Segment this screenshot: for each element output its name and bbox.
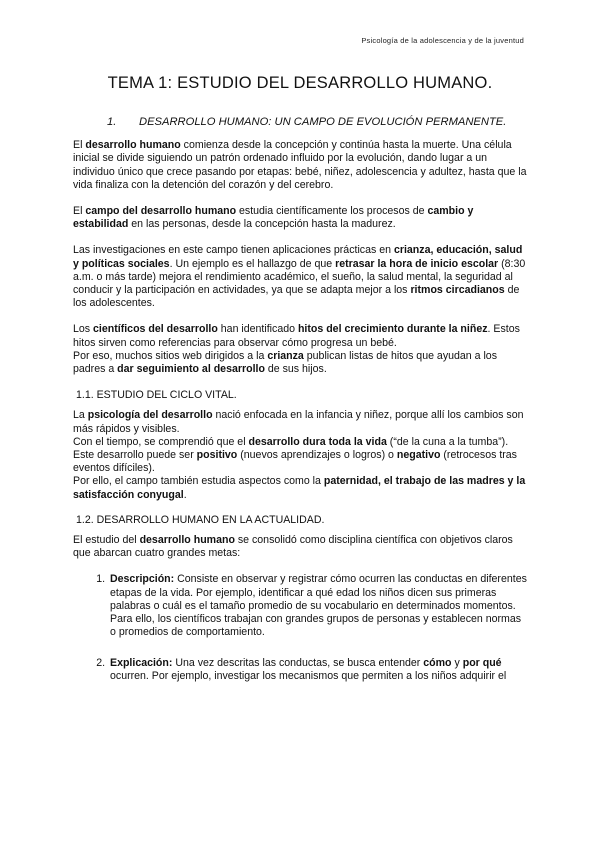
paragraph: [73, 534, 528, 560]
document-body: [73, 116, 528, 700]
text-run: se consolidó como disciplina científica con objetivos claros que abarcan cuatro grandes metas:: [73, 534, 513, 560]
paragraph: [73, 205, 528, 231]
text-run: El estudio del: [73, 534, 140, 547]
bold-text: retrasar la hora de inicio escolar: [335, 257, 499, 270]
paragraph: [73, 244, 528, 310]
text-run: estudia científicamente los procesos de: [236, 205, 428, 218]
text-run: Las investigaciones en este campo tienen aplicaciones prácticas en: [73, 244, 394, 257]
bold-text: paternidad, el trabajo de las madres y la satisfacción conyugal: [73, 475, 526, 501]
text-run: La: [73, 409, 88, 422]
paragraph: [73, 139, 528, 192]
text-run: (retrocesos tras eventos difíciles).: [73, 449, 517, 475]
bold-text: cambio y estabilidad: [73, 205, 474, 231]
bold-text: Descripción:: [110, 573, 175, 586]
bold-text: desarrollo humano: [139, 534, 235, 547]
text-run: de los adolescentes.: [73, 284, 520, 310]
bold-text: Explicación:: [110, 656, 173, 669]
text-run: Por ello, el campo también estudia aspectos como la: [73, 475, 324, 488]
paragraph: [73, 323, 528, 376]
bold-text: por qué: [462, 656, 502, 669]
text-run: comienza desde la concepción y continúa hasta la muerte. Una célula inicial se divide siguiendo un patrón ordenado influido por la evolución, dando lugar a un individuo único que crece pasando por etapas: bebé, niñez, adolescencia y adultez, hasta que la vida finaliza con la detención del corazón y del cerebro.: [73, 139, 527, 191]
bold-text: crianza, educación, salud y políticas sociales: [73, 244, 523, 270]
subsection-heading: 1.2. DESARROLLO HUMANO EN LA ACTUALIDAD.: [76, 513, 325, 526]
text-run: Con el tiempo, se comprendió que el: [73, 435, 249, 448]
list-item: [108, 657, 528, 683]
text-run: El: [73, 139, 86, 152]
bold-text: negativo: [396, 449, 441, 462]
text-run: nació enfocada en la infancia y niñez, porque allí los cambios son más rápidos y visibles.: [73, 409, 524, 435]
bold-text: campo del desarrollo humano: [85, 205, 237, 218]
running-header: Psicología de la adolescencia y de la juventud: [361, 36, 524, 45]
text-run: Este desarrollo puede ser: [73, 449, 197, 462]
text-run: . Estos hitos sirven como referencias para observar cómo progresa un bebé.: [73, 323, 520, 349]
text-run: Consiste en observar y registrar cómo ocurren las conductas en diferentes etapas de la vida. Por ejemplo, identificar a qué edad los niños dicen sus primeras palabras o cuál es el tamaño promedio de su vocabulario en determinados momentos. Para ello, los científicos trabajan con grandes grupos de personas y establecen normas o promedios de comportamiento.: [110, 573, 527, 639]
goals-list: [73, 573, 528, 682]
text-run: en las personas, desde la concepción hasta la madurez.: [128, 218, 396, 231]
text-run: Una vez descritas las conductas, se busca entender: [172, 656, 424, 669]
text-run: y: [451, 656, 463, 669]
subsection-heading: 1.1. ESTUDIO DEL CICLO VITAL.: [76, 389, 237, 402]
page-title: TEMA 1: ESTUDIO DEL DESARROLLO HUMANO.: [107, 74, 493, 92]
bold-text: desarrollo dura toda la vida: [248, 435, 387, 448]
text-run: El: [73, 205, 86, 218]
text-run: Por eso, muchos sitios web dirigidos a la: [73, 349, 268, 362]
section-number: 1.: [107, 116, 117, 128]
bold-text: positivo: [196, 449, 238, 462]
bold-text: ritmos circadianos: [410, 284, 505, 297]
section-heading: [107, 116, 528, 129]
bold-text: desarrollo humano: [85, 139, 181, 152]
bold-text: psicología del desarrollo: [87, 409, 213, 422]
text-run: Los: [73, 323, 94, 336]
text-run: (8:30 a.m. o más tarde) mejora el rendimiento académico, el sueño, la salud mental, la seguridad al conducir y la participación en actividades, ya que se adapta mejor a los: [73, 257, 526, 297]
section-title: DESARROLLO HUMANO: UN CAMPO DE EVOLUCIÓN PERMANENTE.: [139, 116, 507, 128]
list-item: [108, 573, 528, 639]
bold-text: cómo: [423, 656, 452, 669]
bold-text: crianza: [267, 349, 304, 362]
text-run: (nuevos aprendizajes o logros) o: [237, 449, 397, 462]
text-run: han identificado: [217, 323, 298, 336]
bold-text: científicos del desarrollo: [93, 323, 218, 336]
bold-text: dar seguimiento al desarrollo: [117, 363, 265, 376]
text-run: de sus hijos.: [264, 363, 327, 376]
paragraph: [73, 409, 528, 501]
text-run: . Un ejemplo es el hallazgo de que: [169, 257, 336, 270]
text-run: ocurren. Por ejemplo, investigar los mecanismos que permiten a los niños adquirir el: [110, 669, 507, 682]
text-run: (“de la cuna a la tumba”).: [386, 435, 509, 448]
text-run: .: [183, 488, 187, 501]
bold-text: hitos del crecimiento durante la niñez: [297, 323, 488, 336]
text-run: publican listas de hitos que ayudan a los padres a: [73, 349, 497, 376]
